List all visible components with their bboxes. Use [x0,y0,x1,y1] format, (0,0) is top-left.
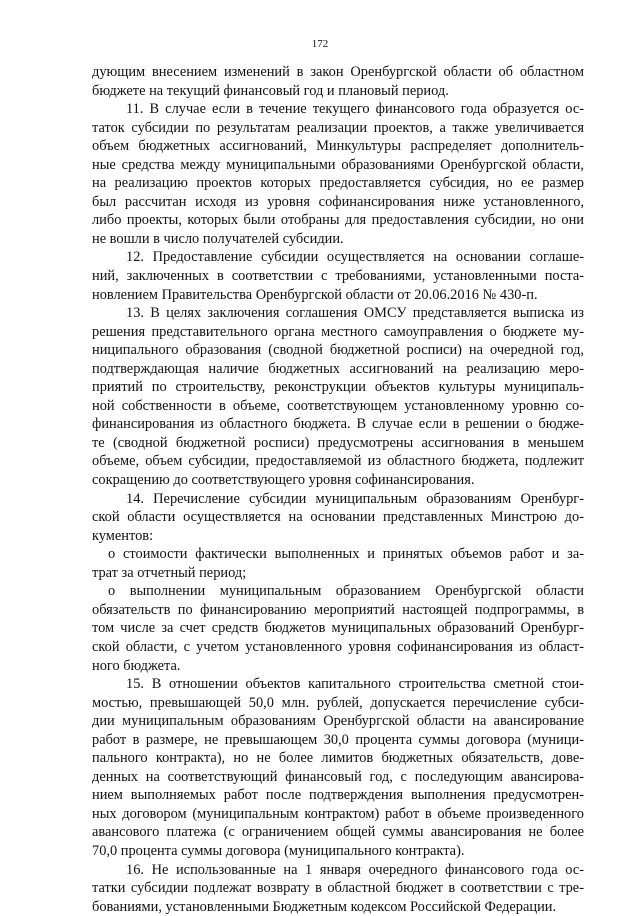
text-line: татки субсидии подлежат возврату в областной бюджет в соответствии с тре- [92,880,584,897]
text-line: дующим внесением изменений в закон Оренбургской области об областном [92,64,584,80]
text-line: 13. В целях заключения соглашения ОМСУ представляется выписка из [126,305,584,322]
text-line: денных на соответствующий финансовый год, с последующим авансирова- [92,768,584,785]
text-line: 12. Предоставление субсидии осуществляется на основании соглаше- [126,249,584,266]
text-line: ской области осуществляется на основании представленных Минстрою до- [92,509,584,526]
text-line: ниципального образования (сводной бюджетной росписи) на очередной год, [92,342,584,359]
text-line: о стоимости фактически выполненных и принятых объемов работ и за- [108,546,584,563]
text-line: сокращению до соответствующего уровня софинансирования. [92,472,475,489]
text-line: объем бюджетных ассигнований, Минкультуры распределяет дополнитель- [92,138,584,155]
text-line: ний, заключенных в соответствии с требованиями, установленными поста- [92,268,584,285]
page-number: 172 [311,38,329,50]
text-line: ного бюджета. [92,657,181,674]
text-line: либо проекты, которых были отобраны для предоставления субсидии, но они [92,212,584,229]
text-line: том числе за счет средств бюджетов муниципальных образований Оренбург- [92,620,584,637]
text-line: пального контракта), но не более лимитов бюджетных обязательств, дове- [92,750,584,767]
text-line: на реализацию проектов которых предоставляется субсидия, но ее размер [92,175,584,192]
text-line: трат за отчетный период; [92,564,247,581]
text-line: 15. В отношении объектов капитального строительства сметной стои- [126,676,584,693]
text-line: объеме, объем субсидии, предоставляемой из областного бюджета, подлежит [92,453,584,470]
text-line: 16. Не использованные на 1 января очередного финансового года ос- [126,861,584,878]
text-line: не вошли в число получателей субсидии. [92,230,344,247]
text-line: ной собственности в объеме, соответствующем установленному уровню со- [92,397,584,414]
text-line: те (сводной бюджетной росписи) предусмотрены ассигнования в меньшем [92,434,584,451]
text-line: ные средства между муниципальными образованиями Оренбургской области, [92,156,584,173]
text-line: дии муниципальным образованиям Оренбургской области на авансирование [92,713,584,730]
text-line: нием выполняемых работ после подтверждения выполнения предусмотрен- [92,787,584,804]
text-line: бюджете на текущий финансовый год и плановый период. [92,82,449,99]
text-line: 11. В случае если в течение текущего финансового года образуется ос- [126,101,584,118]
text-line: о выполнении муниципальным образованием Оренбургской области [108,583,584,600]
text-line: новлением Правительства Оренбургской области от 20.06.2016 № 430-п. [92,286,538,303]
text-line: решения представительного органа местного самоуправления о бюджете му- [92,323,584,340]
text-line: кументов: [92,527,154,544]
document-body [92,63,584,916]
text-line: приятий по строительству, реконструкции объектов культуры муниципаль- [92,379,584,396]
text-line: 14. Перечисление субсидии муниципальным образованиям Оренбург- [126,490,584,507]
text-line: работ в размере, не превышающем 30,0 процента суммы договора (муници- [92,731,584,748]
text-line: мостью, превышающей 50,0 млн. рублей, допускается перечисление субси- [92,694,584,711]
text-line: подтверждающая наличие бюджетных ассигнований на реализацию меро- [92,360,584,377]
text-line: ской области, с учетом установленного уровня софинансирования из област- [92,638,584,655]
text-line: таток субсидии по результатам реализации проектов, а также увеличивается [92,119,584,136]
text-line: обязательств по финансированию мероприятий настоящей подпрограммы, в [92,601,584,618]
text-line: финансирования из областного бюджета. В случае если в решении о бюдже- [92,416,584,433]
text-line: ных договором (муниципальным контрактом) работ в объеме произведенного [92,805,584,822]
text-line: авансового платежа (с ограничением общей суммы авансирования не более [92,824,584,841]
text-line: был рассчитан исходя из уровня софинансирования ниже установленного, [92,193,584,210]
text-line: бованиями, установленными Бюджетным кодексом Российской Федерации. [92,898,557,915]
text-line: 70,0 процента суммы договора (муниципального контракта). [92,842,465,859]
